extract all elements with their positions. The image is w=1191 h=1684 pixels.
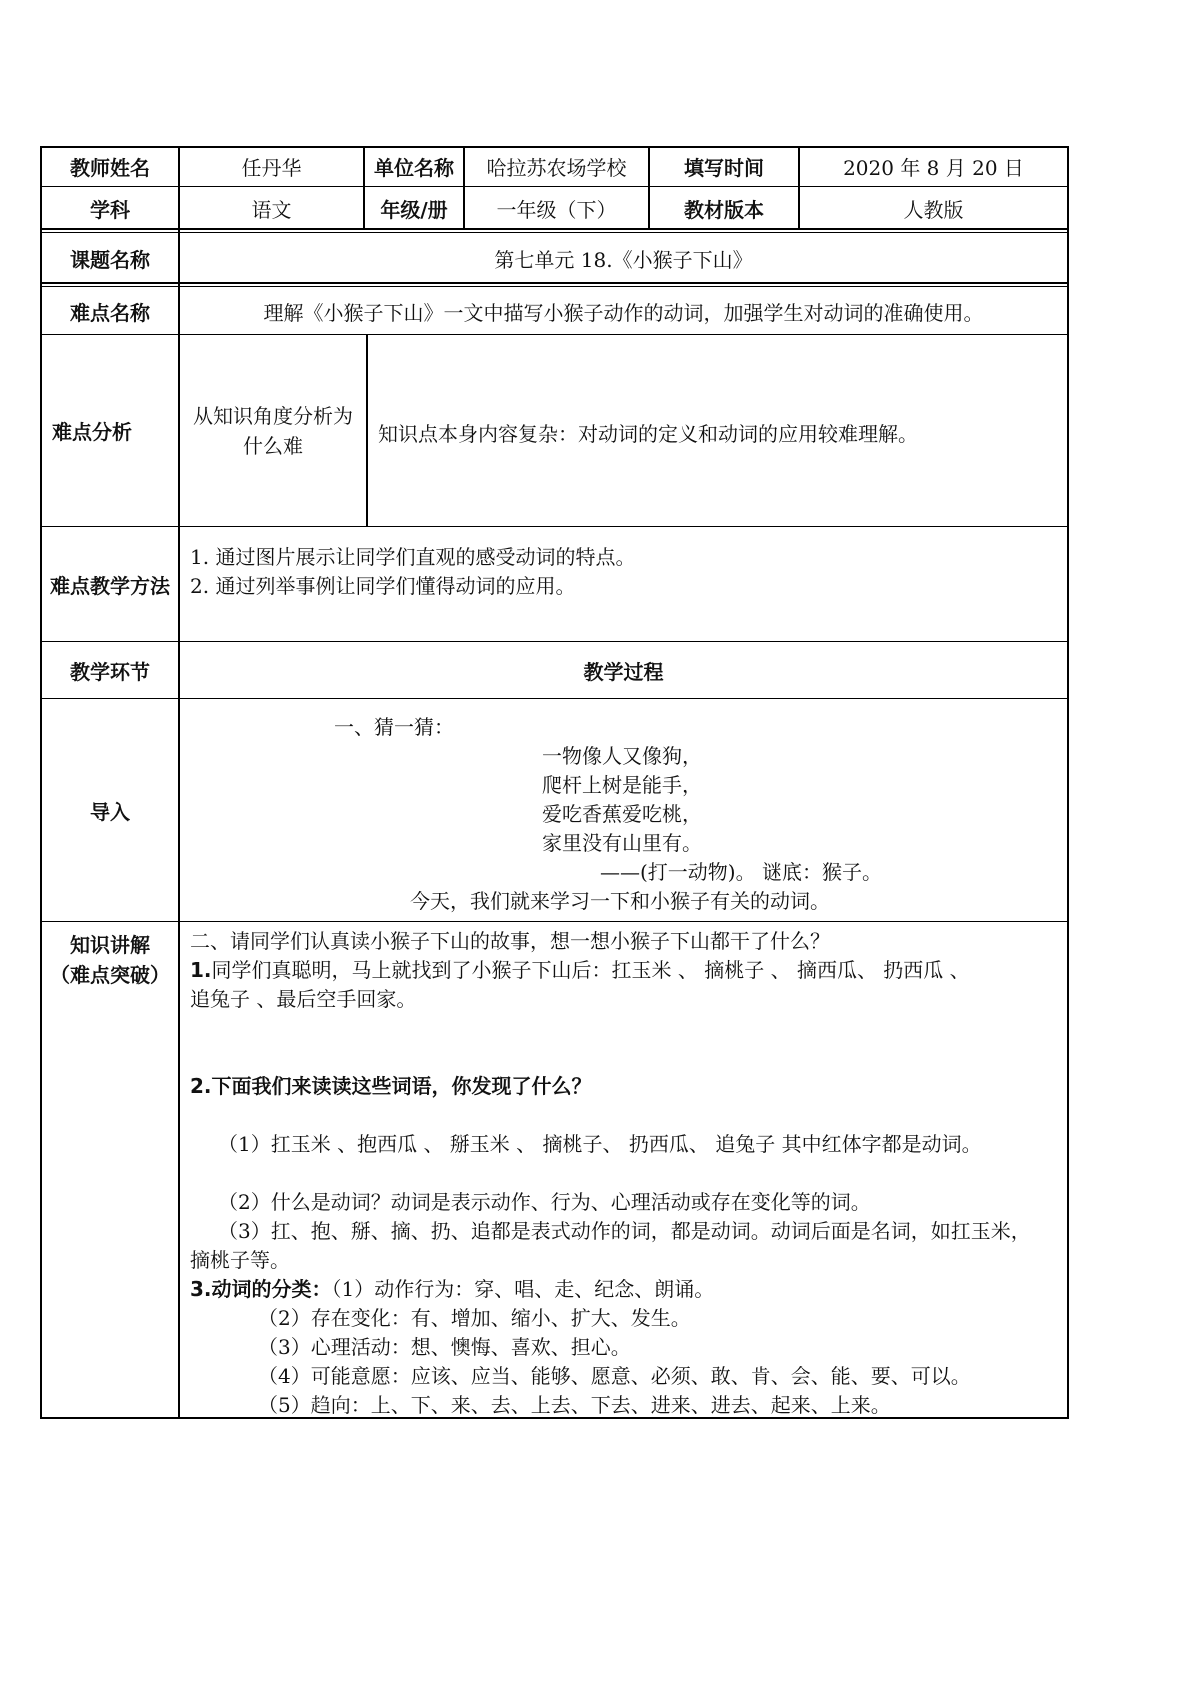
row-line	[40, 282, 1069, 284]
grade-label: 年级/册	[380, 197, 448, 222]
riddle-line-1: 一物像人又像狗，	[542, 744, 702, 768]
intro-title: 一、猜一猜：	[334, 715, 454, 739]
knowledge-p3-line1	[190, 1274, 714, 1304]
knowledge-p3-3: （3）心理活动：想、懊悔、喜欢、担心。	[258, 1335, 631, 1359]
riddle-line-3: 爱吃香蕉爱吃桃，	[542, 802, 702, 826]
process-label: 教学过程	[583, 659, 664, 684]
row-line	[40, 232, 1069, 233]
intro-closing: 今天，我们就来学习一下和小猴子有关的动词。	[410, 889, 830, 913]
knowledge-p2-3-line2: 摘桃子等。	[190, 1248, 290, 1272]
knowledge-p2-3-line1: （3）扛、抱、掰、摘、扔、追都是表式动作的词，都是动词。动词后面是名词，如扛玉米，	[218, 1219, 1031, 1243]
row-line	[40, 698, 1069, 699]
table-right-border	[1067, 146, 1069, 1419]
knowledge-p3-4: （4）可能意愿：应该、应当、能够、愿意、必须、敢、肯、会、能、要、可以。	[258, 1364, 971, 1388]
subject-label: 学科	[90, 197, 130, 222]
unit-name-label: 单位名称	[374, 156, 454, 180]
teacher-name-label: 教师姓名	[70, 156, 150, 180]
knowledge-p2-2: （2）什么是动词？动词是表示动作、行为、心理活动或存在变化等的词。	[218, 1190, 871, 1214]
analysis-label: 难点分析	[52, 420, 132, 444]
riddle-line-4: 家里没有山里有。	[542, 831, 702, 855]
knowledge-label-1: 知识讲解	[70, 932, 150, 957]
fill-time-label: 填写时间	[684, 156, 764, 180]
row-line	[40, 526, 1069, 527]
knowledge-p2-title: 2.下面我们来读读这些词语，你发现了什么？	[190, 1074, 592, 1098]
topic-value: 第七单元 18.《小猴子下山》	[494, 247, 753, 272]
knowledge-p3-1: （1）动作行为：穿、唱、走、纪念、朗诵。	[331, 1277, 715, 1301]
grade-value: 一年级（下）	[496, 197, 617, 222]
unit-name-value: 哈拉苏农场学校	[486, 156, 627, 180]
knowledge-p3-2: （2）存在变化：有、增加、缩小、扩大、发生。	[258, 1306, 691, 1330]
difficulty-value: 理解《小猴子下山》一文中描写小猴子动作的动词，加强学生对动词的准确使用。	[263, 300, 984, 325]
row-line	[40, 286, 1069, 287]
col-line	[366, 334, 368, 526]
knowledge-p3-title: 3.动词的分类：	[190, 1277, 332, 1301]
row-line	[40, 186, 1069, 187]
process-stage-label: 教学环节	[70, 659, 150, 684]
knowledge-p2-1: （1）扛玉米 、抱西瓜 、 掰玉米 、 摘桃子、 扔西瓜、 追兔子 其中红体字都是动词。	[218, 1132, 982, 1156]
knowledge-label-2: （难点突破）	[50, 962, 170, 987]
topic-label: 课题名称	[70, 247, 150, 272]
analysis-value: 知识点本身内容复杂：对动词的定义和动词的应用较难理解。	[378, 422, 918, 446]
difficulty-label: 难点名称	[70, 300, 150, 325]
analysis-sub-label-line2: 什么难	[243, 433, 303, 458]
edition-value: 人教版	[903, 197, 964, 222]
analysis-sub-label	[180, 335, 366, 526]
analysis-sub-label-line1: 从知识角度分析为	[193, 403, 353, 428]
teacher-name-value: 任丹华	[241, 156, 302, 180]
method-item-1: 1. 通过图片展示让同学们直观的感受动词的特点。	[190, 545, 636, 569]
riddle-answer: ——(打一动物)。 谜底：猴子。	[600, 860, 882, 884]
knowledge-p1-number: 1.	[190, 958, 212, 982]
row-line	[40, 228, 1069, 230]
knowledge-p1-line2: 追兔子 、最后空手回家。	[190, 987, 417, 1011]
fill-time-value: 2020 年 8 月 20 日	[843, 156, 1024, 180]
intro-label: 导入	[90, 799, 130, 824]
method-label: 难点教学方法	[50, 573, 170, 598]
method-item-2: 2. 通过列举事例让同学们懂得动词的应用。	[190, 574, 576, 598]
subject-value: 语文	[251, 197, 292, 222]
row-line	[40, 921, 1069, 922]
knowledge-p1-text: 同学们真聪明，马上就找到了小猴子下山后：扛玉米 、 摘桃子 、 摘西瓜、 扔西瓜 、	[211, 958, 970, 982]
knowledge-p1-line1	[190, 955, 970, 985]
knowledge-question: 二、请同学们认真读小猴子下山的故事，想一想小猴子下山都干了什么？	[190, 929, 830, 953]
edition-label: 教材版本	[684, 197, 764, 222]
riddle-line-2: 爬杆上树是能手，	[542, 773, 702, 797]
knowledge-p3-5: （5）趋向：上、下、来、去、上去、下去、进来、进去、起来、上来。	[258, 1393, 891, 1417]
